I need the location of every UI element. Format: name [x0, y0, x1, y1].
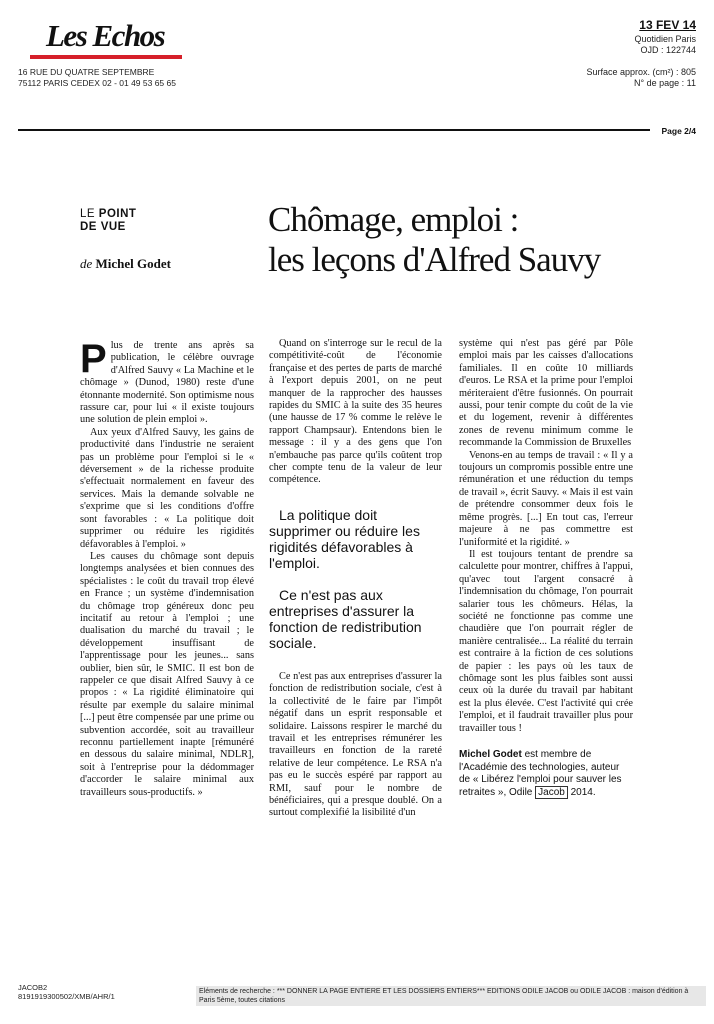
headline: [268, 200, 688, 280]
paragraph: Les causes du chômage sont depuis longtemps analysées et bien connues des spécialistes : le coût du travail trop élevé en France ; un système d'indemnisation du chômage trop généreux donc peu incitatif au retour à l'emploi ; une dualisation du marché du travail ; le développement insuffisant de l'apprentissage pour les jeunes... sans oublier, bien sûr, le SMIC. Il est bon de rappeler ce que disait Alfred Sauvy à ce propos : « La rigidité éliminatoire qui résulte par exemple du salaire minimal [...] peut être compensée par une prime ou subvention accordée, soit au travailleur reconnu partiellement inapte [rémunéré en dessous du salaire minimal, NDLR], soit à l'entreprise pour la dédommager d'accorder le salaire minimal aux travailleurs sous-productifs. »: [80, 550, 254, 798]
paragraph: système qui n'est pas géré par Pôle emploi mais par les caisses d'allocations familiales. Il en coûte 10 milliards d'euros. Le RSA et la prime pour l'emploi mériteraient d'être fusionnés. On pourrait aussi, pour tenir compte du coût de la vie et du logement, revenir à différentes zones de revenu minimum comme le recommande la Commission de Bruxelles: [459, 338, 633, 449]
kicker-de: DE: [80, 221, 97, 233]
kicker-vue: VUE: [100, 221, 126, 233]
drop-cap: P: [80, 337, 107, 381]
logo-underline: [30, 55, 182, 59]
article-column-2: [269, 338, 442, 820]
article-column-3: [459, 338, 633, 799]
headline-line-2: les leçons d'Alfred Sauvy: [268, 240, 601, 279]
paragraph: Quand on s'interroge sur le recul de la compétitivité-coût de l'économie française et des pertes de parts de marché à l'export depuis 2001, on ne peut manquer de la rapprocher des hausses rapides du SMIC à la suite des 35 heures (une hausse de 17 % comme le relève le rapport Champsaur). Entendons bien le message : il y a des gens que l'on n'embauche pas parce qu'ils coûtent trop cher compte tenu de la valeur de leur compétence.: [269, 338, 442, 486]
page-of: Page 2/4: [661, 126, 696, 136]
author-bio: Michel Godet est membre de l'Académie des technologies, auteur de « Libérez l'emploi pour sauver les retraites », Odile Jacob 2014.: [459, 749, 622, 798]
paragraph: Venons-en au temps de travail : « Il y a toujours un compromis possible entre une rémunération et une réduction du temps de travail », écrit Sauvy. « Mais il est vain de prétendre consommer deux fois le même progrès. [...] En tout cas, l'erreur majeure à ne pas commettre est l'uniformité et la rigidité. »: [459, 449, 633, 548]
byline-prefix: de: [80, 256, 93, 271]
footer-code: JACOB2: [18, 983, 48, 992]
footer-ref: 8191919300502/XMB/AHR/1: [18, 992, 115, 1001]
search-elements: Eléments de recherche : *** DONNER LA PAGE ENTIERE ET LES DOSSIERS ENTIERS*** EDITIONS ODILE JACOB ou ODILE JACOB : maison d'édition à Paris 5ème, toutes citations: [196, 986, 706, 1006]
ojd-count: OJD : 122744: [640, 45, 696, 55]
page-number: N° de page : 11: [634, 78, 696, 88]
address-line-2: 75112 PARIS CEDEX 02 - 01 49 53 65 65: [18, 78, 176, 88]
publisher-address: [18, 67, 176, 89]
issue-date: 13 FEV 14: [639, 18, 696, 32]
pull-quote-1: La politique doit supprimer ou réduire les rigidités défavorables à l'emploi.: [269, 506, 420, 571]
footer-reference: [18, 983, 115, 1001]
bio-name: Michel Godet: [459, 749, 522, 760]
kicker-le: LE: [80, 208, 96, 220]
paragraph: Ce n'est pas aux entreprises d'assurer la fonction de redistribution sociale, c'est à la collectivité de le faire par l'impôt négatif dans un esprit responsable et solidaire. Laissons respirer le marché du travail et les entreprises rémunérer les travailleurs en fonction de la rareté relative de leur compétence. Le RSA n'a pas eu le succès espéré par rapport au RMI, sauf pour le nombre de bénéficiaires, qui a presque doublé. On a surtout complexifié la lisibilité d'un: [269, 670, 442, 819]
header-rule: [18, 129, 650, 131]
kicker-point: POINT: [98, 208, 137, 220]
paragraph: Aux yeux d'Alfred Sauvy, les gains de productivité dans l'industrie ne seraient pas un problème pour l'emploi si le « déversement » de la richesse produite s'effectuait normalement en faveur des services. Mais la demande solvable ne s'exprime que si les conditions d'offre sont favorables : « La politique doit supprimer ou réduire les rigidités défavorables à l'emploi. »: [80, 426, 254, 550]
publisher-highlight: Jacob: [535, 786, 568, 799]
surface-area: Surface approx. (cm²) : 805: [586, 67, 696, 77]
byline-author: Michel Godet: [95, 256, 171, 271]
paragraph: Plus de trente ans après sa publication, le célèbre ouvrage d'Alfred Sauvy « La Machine et le chômage » (Dunod, 1980) reste d'une étonnante modernité. Son optimisme nous rassure car, pour lui « il existe toujours une solution de plein emploi ».: [80, 337, 254, 426]
headline-line-1: Chômage, emploi :: [268, 200, 519, 239]
section-kicker: [80, 208, 136, 234]
frequency: Quotidien Paris: [634, 34, 696, 44]
publication-logo: Les Echos: [46, 18, 165, 53]
byline: [80, 256, 171, 272]
paragraph: Il est toujours tentant de prendre sa calculette pour montrer, chiffres à l'appui, qu'avec tout l'argent consacré à l'indemnisation du chômage, l'on pourrait salarier tous les chômeurs. Hélas, la société ne fonctionne pas comme une chaudière que l'on pourrait régler de manière centralisée... La réalité du terrain est contraire à la fiction de ces solutions de papier : les pays où les taux de chômage sont les plus faibles sont aussi ceux où la durée du travail par habitant est la plus élevée. C'est l'activité qui crée l'emploi, et il faudrait travailler plus pour travailler tous !: [459, 548, 633, 734]
article-column-1: [80, 337, 254, 799]
pull-quote-2: Ce n'est pas aux entreprises d'assurer la fonction de redistribution sociale.: [269, 586, 422, 651]
address-line-1: 16 RUE DU QUATRE SEPTEMBRE: [18, 67, 155, 77]
